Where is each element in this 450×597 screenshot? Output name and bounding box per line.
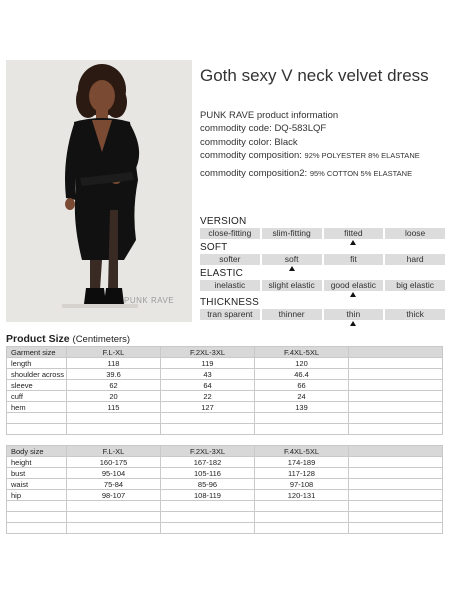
table-cell	[349, 424, 443, 435]
table-cell: 120	[255, 358, 349, 369]
row-label-cell: shoulder across	[7, 369, 67, 380]
table-cell: 115	[67, 402, 161, 413]
row-label-cell: cuff	[7, 391, 67, 402]
row-label-cell: Body size	[7, 446, 67, 457]
table-cell: 46.4	[255, 369, 349, 380]
table-cell	[67, 413, 161, 424]
scale-marker-track	[200, 320, 445, 328]
table-cell: 85-96	[161, 479, 255, 490]
table-row	[7, 490, 443, 501]
table-cell	[255, 413, 349, 424]
table-cell: F.2XL-3XL	[161, 347, 255, 358]
table-row	[7, 468, 443, 479]
size-unit: (Centimeters)	[72, 334, 131, 345]
scale-option: good elastic	[324, 280, 384, 291]
scale-option: hard	[385, 254, 445, 265]
table-cell: 95-104	[67, 468, 161, 479]
commodity-composition2	[200, 168, 412, 179]
scale-option: inelastic	[200, 280, 260, 291]
table-cell	[161, 512, 255, 523]
size-section-title	[6, 333, 130, 345]
row-label-cell: height	[7, 457, 67, 468]
table-cell	[67, 523, 161, 534]
scale-thickness	[200, 297, 445, 328]
size-title-text: Product Size	[6, 333, 70, 345]
table-cell: 39.6	[67, 369, 161, 380]
table-cell: 64	[161, 380, 255, 391]
scale-option: tran sparent	[200, 309, 260, 320]
table-cell: 20	[67, 391, 161, 402]
table-cell: 97-108	[255, 479, 349, 490]
table-cell: 160-175	[67, 457, 161, 468]
scale-options	[200, 309, 445, 320]
table-cell	[349, 369, 443, 380]
scale-options	[200, 254, 445, 265]
table-cell: 117-128	[255, 468, 349, 479]
table-row	[7, 523, 443, 534]
table-cell	[349, 391, 443, 402]
table-cell: 43	[161, 369, 255, 380]
table-row	[7, 512, 443, 523]
table-row	[7, 380, 443, 391]
scale-title: THICKNESS	[200, 297, 260, 308]
scale-title: VERSION	[200, 216, 247, 227]
table-cell	[161, 413, 255, 424]
table-cell: 127	[161, 402, 255, 413]
row-label-cell	[7, 413, 67, 424]
row-label-cell	[7, 512, 67, 523]
table-cell: 167-182	[161, 457, 255, 468]
table-cell: 66	[255, 380, 349, 391]
row-label-cell: sleeve	[7, 380, 67, 391]
table-cell	[67, 512, 161, 523]
table-cell: 62	[67, 380, 161, 391]
scale-options	[200, 228, 445, 239]
scale-option: thick	[385, 309, 445, 320]
brand-watermark: PUNK RAVE	[124, 296, 175, 305]
scale-options	[200, 280, 445, 291]
table-row	[7, 402, 443, 413]
table-cell	[349, 347, 443, 358]
row-label-cell: length	[7, 358, 67, 369]
table-cell	[255, 424, 349, 435]
scale-option: slim-fitting	[262, 228, 322, 239]
row-label-cell	[7, 424, 67, 435]
scale-option: thin	[324, 309, 384, 320]
scale-option: soft	[262, 254, 322, 265]
table-cell: 22	[161, 391, 255, 402]
table-cell: 108-119	[161, 490, 255, 501]
table-row	[7, 358, 443, 369]
table-cell	[349, 468, 443, 479]
commodity-code: commodity code: DQ-583LQF	[200, 123, 327, 134]
scale-title: SOFT	[200, 242, 228, 253]
scale-option: fit	[324, 254, 384, 265]
scale-title: ELASTIC	[200, 268, 244, 279]
table-cell	[161, 424, 255, 435]
table-cell	[349, 512, 443, 523]
table-cell: 139	[255, 402, 349, 413]
table-cell	[67, 501, 161, 512]
row-label-cell	[7, 523, 67, 534]
table-cell: 174-189	[255, 457, 349, 468]
row-label-cell	[7, 501, 67, 512]
table-cell	[255, 523, 349, 534]
table-row	[7, 424, 443, 435]
product-photo	[6, 60, 192, 322]
table-cell: F.4XL-5XL	[255, 347, 349, 358]
table-cell: F.L-XL	[67, 446, 161, 457]
table-row	[7, 501, 443, 512]
table-cell: 98-107	[67, 490, 161, 501]
table-cell	[349, 446, 443, 457]
table-cell	[349, 501, 443, 512]
table-cell: F.L-XL	[67, 347, 161, 358]
row-label-cell: Garment size	[7, 347, 67, 358]
table-cell	[161, 501, 255, 512]
composition2-label: commodity composition2:	[200, 168, 308, 179]
table-cell	[349, 358, 443, 369]
table-header-row	[7, 347, 443, 358]
table-cell	[349, 479, 443, 490]
table-row	[7, 369, 443, 380]
table-cell: F.4XL-5XL	[255, 446, 349, 457]
table-row	[7, 457, 443, 468]
product-title: Goth sexy V neck velvet dress	[200, 66, 429, 85]
table-cell: 24	[255, 391, 349, 402]
commodity-color: commodity color: Black	[200, 137, 298, 148]
table-cell	[255, 501, 349, 512]
table-cell: F.2XL-3XL	[161, 446, 255, 457]
scale-option: fitted	[324, 228, 384, 239]
info-heading: PUNK RAVE product information	[200, 110, 339, 121]
table-cell	[349, 523, 443, 534]
row-label-cell: waist	[7, 479, 67, 490]
table-row	[7, 479, 443, 490]
scale-option: loose	[385, 228, 445, 239]
garment-size-table	[6, 346, 443, 435]
row-label-cell: bust	[7, 468, 67, 479]
table-header-row	[7, 446, 443, 457]
table-cell	[349, 380, 443, 391]
table-cell: 120-131	[255, 490, 349, 501]
scale-option: softer	[200, 254, 260, 265]
scale-option: thinner	[262, 309, 322, 320]
model-figure-illustration	[6, 60, 192, 322]
table-cell: 119	[161, 358, 255, 369]
table-cell	[349, 490, 443, 501]
scale-elastic	[200, 268, 445, 299]
table-cell: 105-116	[161, 468, 255, 479]
table-cell	[349, 413, 443, 424]
table-cell: 75-84	[67, 479, 161, 490]
row-label-cell: hip	[7, 490, 67, 501]
commodity-composition	[200, 150, 420, 161]
table-cell	[161, 523, 255, 534]
composition2-value: 95% COTTON 5% ELASTANE	[309, 169, 413, 178]
table-row	[7, 391, 443, 402]
table-cell: 118	[67, 358, 161, 369]
table-cell	[67, 424, 161, 435]
scale-option: big elastic	[385, 280, 445, 291]
scale-option: slight elastic	[262, 280, 322, 291]
composition-value: 92% POLYESTER 8% ELASTANE	[304, 151, 420, 160]
table-cell	[255, 512, 349, 523]
body-size-table	[6, 445, 443, 534]
selected-marker-icon	[350, 321, 356, 326]
composition-label: commodity composition:	[200, 150, 302, 161]
table-cell	[349, 402, 443, 413]
row-label-cell: hem	[7, 402, 67, 413]
table-cell	[349, 457, 443, 468]
scale-option: close-fitting	[200, 228, 260, 239]
table-row	[7, 413, 443, 424]
